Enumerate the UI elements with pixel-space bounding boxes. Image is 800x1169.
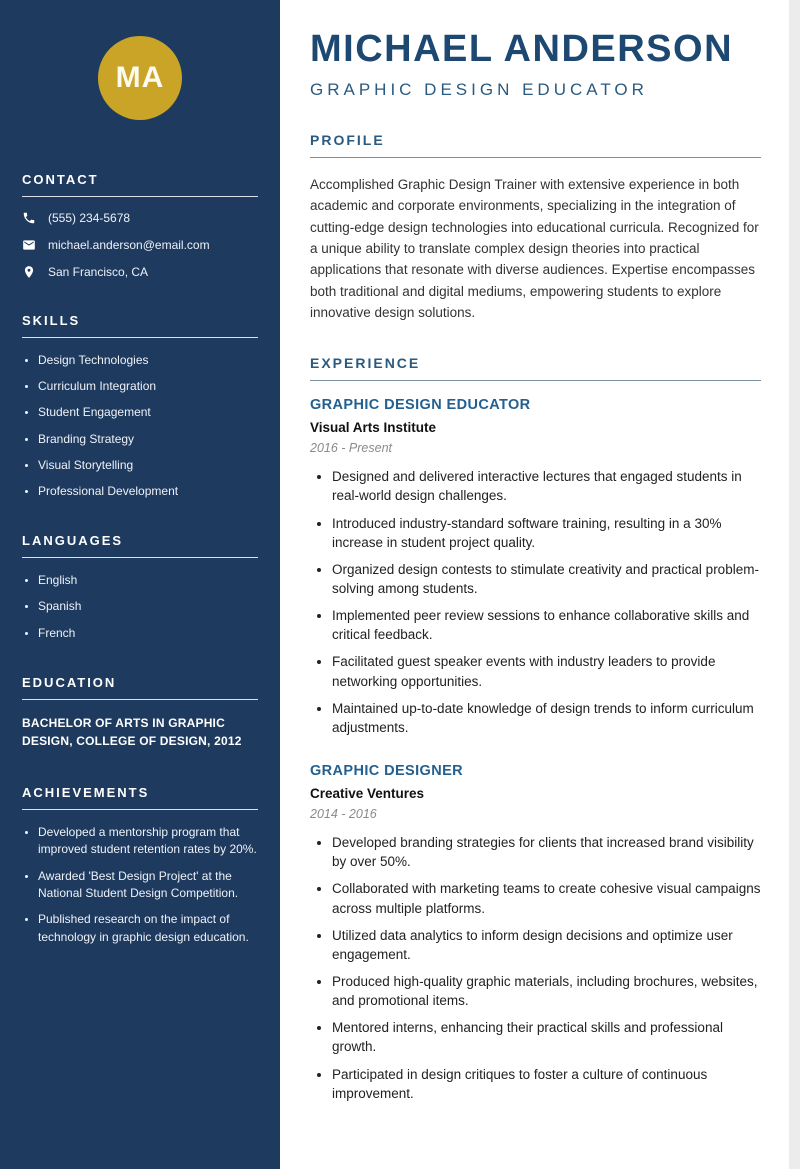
contact-item-email (22, 238, 258, 252)
job-bullet: • Introduced industry-standard software training, resulting in a 30% increase in student project quality. (332, 514, 761, 552)
languages-list (22, 572, 258, 641)
job-bullet: • Designed and delivered interactive lectures that engaged students in real-world design challenges. (332, 467, 761, 505)
profile-text: Accomplished Graphic Design Trainer with extensive experience in both academic and corporate environments, specializing in the integration of cutting-edge design technologies into educational curricula. Recognized for a unique ability to translate complex design theories into practical applications that resonate with diverse audiences. Expertise encompasses both traditional and digital mediums, empowering students to explore innovative design solutions. (310, 176, 759, 320)
job-title: GRAPHIC DESIGNER (310, 763, 464, 780)
contact-list (22, 211, 258, 279)
contact-email-text: michael.anderson@email.com (48, 238, 210, 252)
experience-job (310, 397, 761, 737)
achievement-item: • Developed a mentorship program that improved student retention rates by 20%. (38, 824, 258, 859)
job-bullet: • Collaborated with marketing teams to create cohesive visual campaigns across multiple platforms. (332, 879, 761, 917)
education-degree: BACHELOR OF ARTS IN GRAPHIC DESIGN, COLLEGE OF DESIGN, 2012 (22, 715, 242, 749)
job-bullet: • Implemented peer review sessions to enhance collaborative skills and critical feedback. (332, 606, 761, 644)
contact-section-title: CONTACT (22, 172, 258, 197)
experience-job (310, 763, 761, 1103)
contact-item-phone (22, 211, 258, 225)
main-content (280, 0, 789, 1169)
job-bullet: • Organized design contests to stimulate creativity and practical problem-solving among students. (332, 560, 761, 598)
sidebar (0, 0, 280, 1169)
location-icon (22, 265, 36, 279)
experience-section (310, 355, 761, 1103)
language-item: • English (38, 572, 258, 588)
languages-section-title: LANGUAGES (22, 533, 258, 558)
person-job-title: GRAPHIC DESIGN EDUCATOR (310, 79, 648, 99)
job-bullet: • Participated in design critiques to foster a culture of continuous improvement. (332, 1065, 761, 1103)
experience-section-title: EXPERIENCE (310, 355, 761, 381)
avatar (98, 36, 182, 120)
job-bullet: • Mentored interns, enhancing their practical skills and professional growth. (332, 1018, 761, 1056)
phone-icon (22, 211, 36, 225)
skill-item: • Curriculum Integration (38, 378, 258, 394)
job-bullet: • Maintained up-to-date knowledge of design trends to inform curriculum adjustments. (332, 699, 761, 737)
contact-location-text: San Francisco, CA (48, 265, 149, 279)
profile-section (310, 132, 761, 323)
achievements-section (22, 785, 258, 946)
achievements-list (22, 824, 258, 946)
job-bullet-list (310, 467, 761, 737)
skills-section-title: SKILLS (22, 313, 258, 338)
profile-section-title: PROFILE (310, 132, 761, 158)
skill-item: • Professional Development (38, 483, 258, 499)
skill-item: • Branding Strategy (38, 431, 258, 447)
job-dates: 2014 - 2016 (310, 807, 377, 822)
job-company: Creative Ventures (310, 786, 425, 802)
skills-section (22, 313, 258, 499)
language-item: • French (38, 625, 258, 641)
person-name: MICHAEL ANDERSON (310, 28, 734, 70)
contact-phone-text: (555) 234-5678 (48, 211, 131, 225)
language-item: • Spanish (38, 598, 258, 614)
achievement-item: • Awarded 'Best Design Project' at the National Student Design Competition. (38, 868, 258, 903)
languages-section (22, 533, 258, 641)
education-section (22, 675, 258, 751)
contact-section (22, 172, 258, 279)
email-icon (22, 238, 36, 252)
contact-item-location (22, 265, 258, 279)
job-bullet-list (310, 833, 761, 1103)
skill-item: • Design Technologies (38, 352, 258, 368)
job-dates: 2016 - Present (310, 441, 392, 456)
education-section-title: EDUCATION (22, 675, 258, 700)
avatar-initials: MA (115, 61, 165, 94)
achievements-section-title: ACHIEVEMENTS (22, 785, 258, 810)
job-bullet: • Produced high-quality graphic materials, including brochures, websites, and promotional items. (332, 972, 761, 1010)
skills-list (22, 352, 258, 499)
job-title: GRAPHIC DESIGN EDUCATOR (310, 397, 531, 414)
job-bullet: • Developed branding strategies for clients that increased brand visibility by over 50%. (332, 833, 761, 871)
skill-item: • Student Engagement (38, 404, 258, 420)
job-bullet: • Facilitated guest speaker events with industry leaders to provide networking opportunities. (332, 652, 761, 690)
skill-item: • Visual Storytelling (38, 457, 258, 473)
job-company: Visual Arts Institute (310, 420, 437, 436)
achievement-item: • Published research on the impact of technology in graphic design education. (38, 911, 258, 946)
job-bullet: • Utilized data analytics to inform design decisions and optimize user engagement. (332, 926, 761, 964)
